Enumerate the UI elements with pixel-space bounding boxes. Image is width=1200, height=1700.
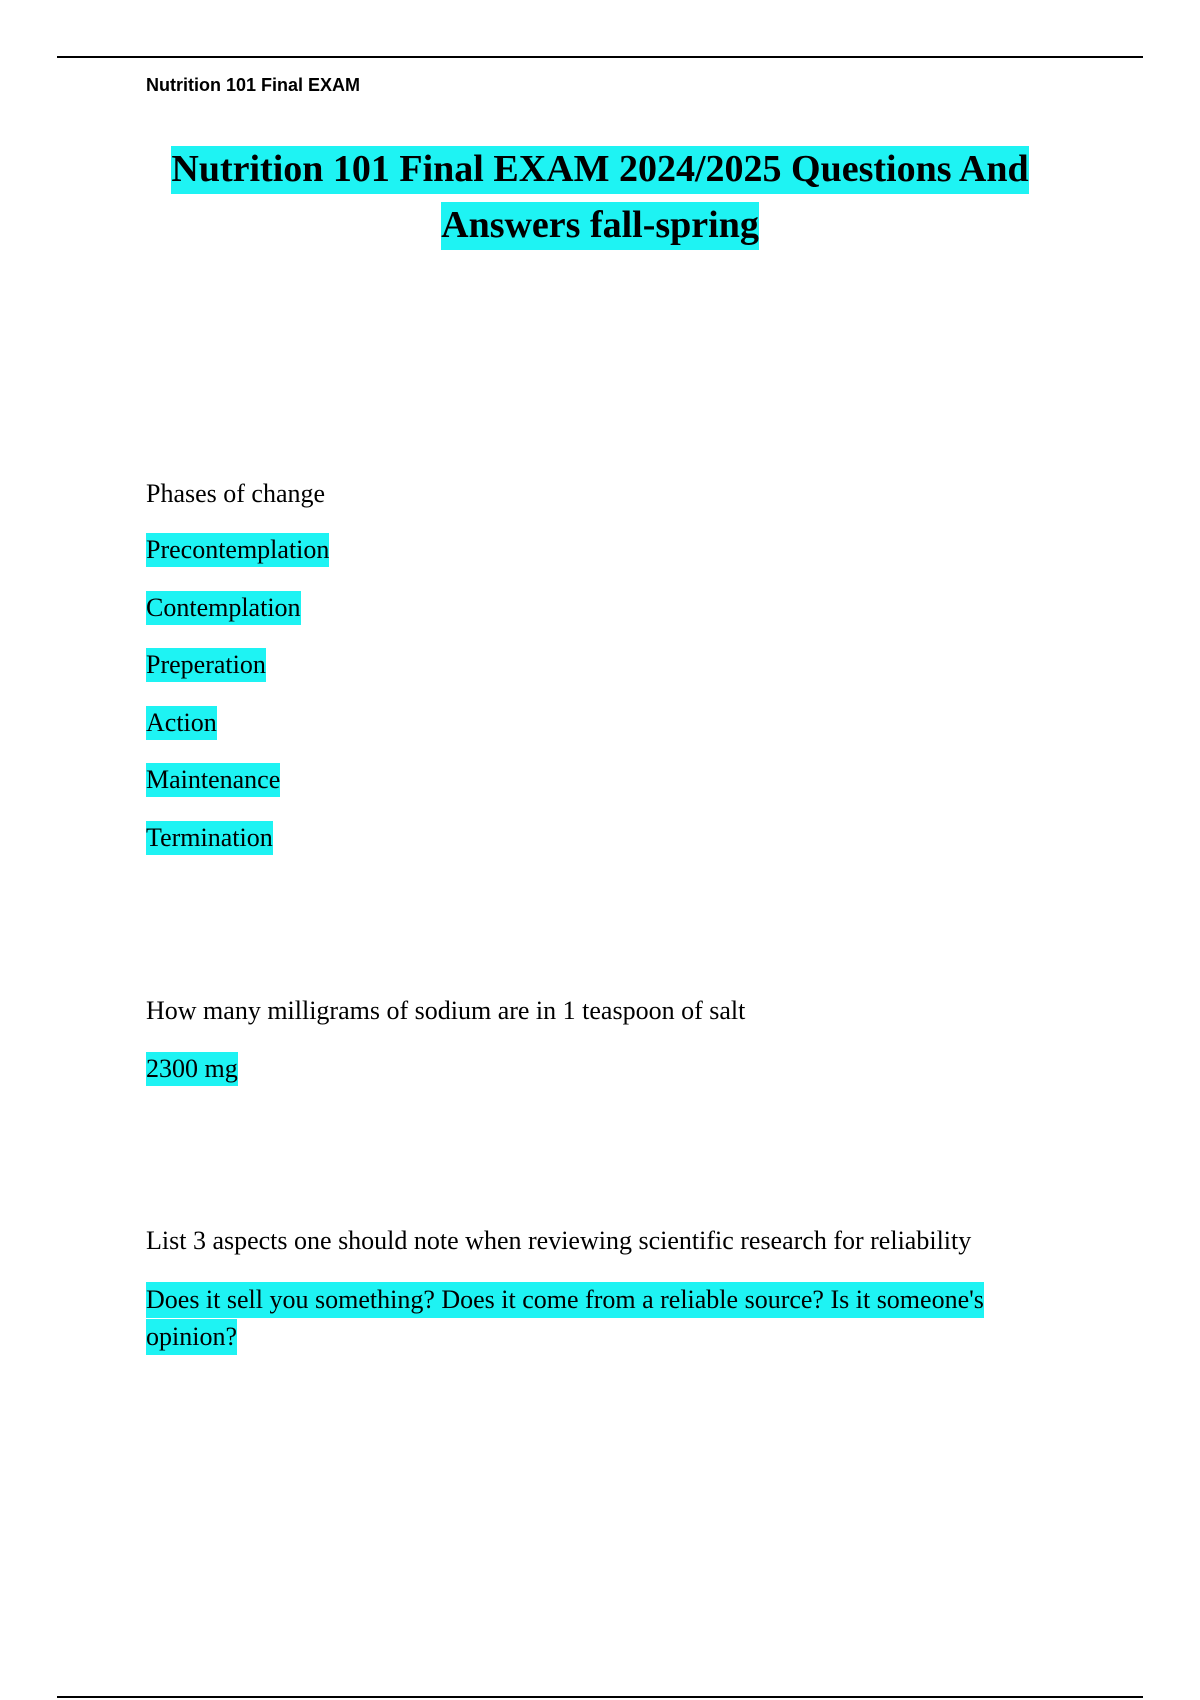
footer-rule bbox=[57, 1696, 1143, 1698]
answer-item bbox=[146, 823, 273, 853]
answer-item bbox=[146, 535, 329, 565]
answer-item bbox=[146, 650, 266, 680]
question-sodium: How many milligrams of sodium are in 1 teaspoon of salt bbox=[146, 996, 746, 1025]
header-rule bbox=[57, 56, 1143, 58]
answer-highlight: Does it sell you something? Does it come from a reliable source? Is it someone's opinion? bbox=[146, 1282, 984, 1355]
document-title bbox=[100, 141, 1100, 253]
answer-item bbox=[146, 593, 301, 623]
question-research-reliability: List 3 aspects one should note when reviewing scientific research for reliability bbox=[146, 1226, 972, 1255]
answer-highlight: 2300 mg bbox=[146, 1052, 238, 1086]
question-phases-of-change: Phases of change bbox=[146, 479, 326, 508]
answer-highlight: Contemplation bbox=[146, 591, 301, 625]
answer-highlight: Precontemplation bbox=[146, 533, 329, 567]
answer-highlight: Action bbox=[146, 706, 217, 740]
answer-item bbox=[146, 765, 280, 795]
running-header: Nutrition 101 Final EXAM bbox=[146, 75, 361, 95]
title-line-1: Nutrition 101 Final EXAM 2024/2025 Questions And bbox=[171, 146, 1028, 194]
answer-highlight: Termination bbox=[146, 821, 273, 855]
answer-item bbox=[146, 708, 217, 738]
title-line-2: Answers fall-spring bbox=[441, 202, 759, 250]
answer-highlight: Preperation bbox=[146, 648, 266, 682]
answer-highlight: Maintenance bbox=[146, 763, 280, 797]
answer-item bbox=[146, 1054, 238, 1084]
answer-item bbox=[146, 1281, 1066, 1355]
